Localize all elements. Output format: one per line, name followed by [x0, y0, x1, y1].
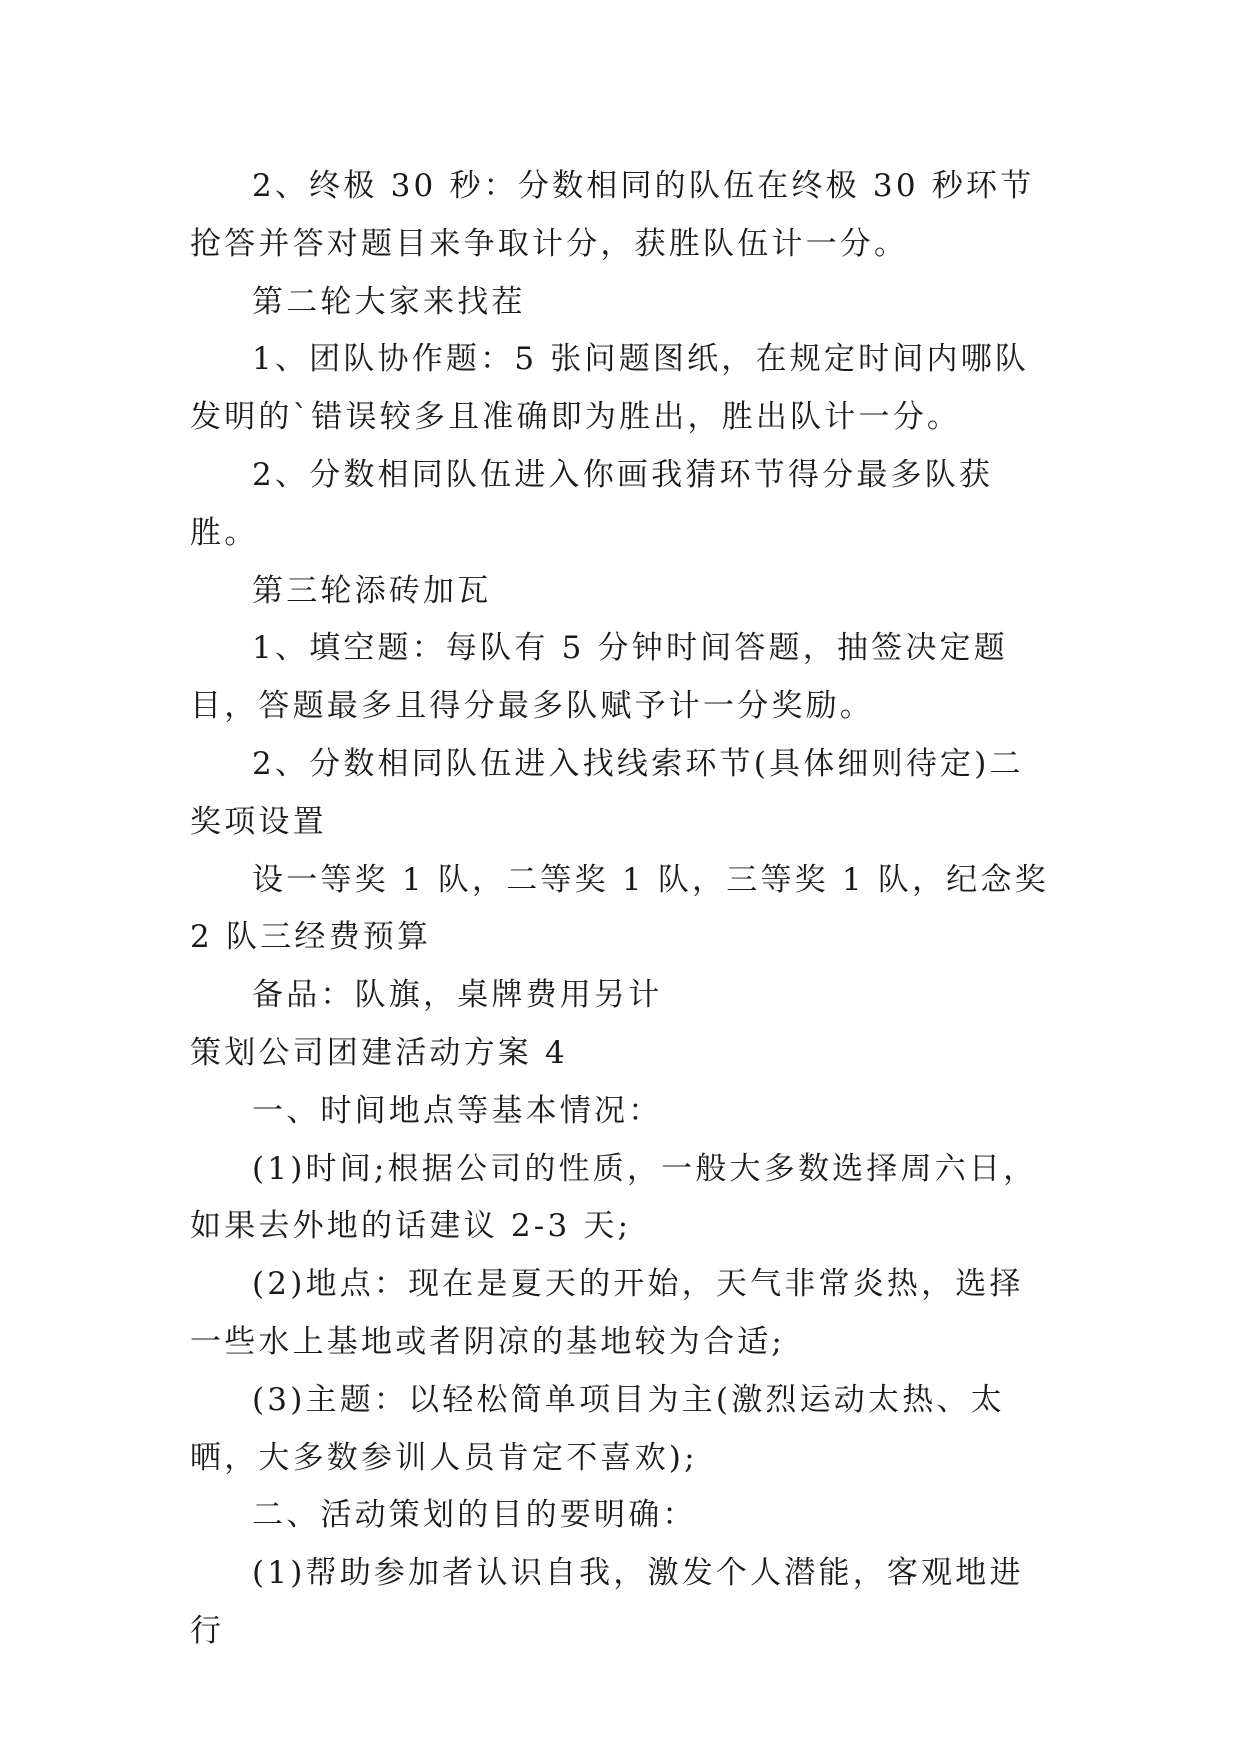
document-body — [190, 158, 1050, 1661]
heading-round-two: 第二轮大家来找茬 — [252, 283, 526, 320]
paragraph-supplies: 备品：队旗，桌牌费用另计 — [252, 977, 663, 1014]
paragraph-location: (2)地点：现在是夏天的开始，天气非常炎热，选择一些水上基地或者阴凉的基地较为合适; — [190, 1266, 1024, 1360]
paragraph-final-30-seconds: 2、终极 30 秒：分数相同的队伍在终极 30 秒环节抢答并答对题目来争取计分，获胜队伍计一分。 — [190, 168, 1035, 262]
paragraph-find-clues: 2、分数相同队伍进入找线索环节(具体细则待定)二奖项设置 — [190, 745, 1024, 840]
paragraph-purpose-1: (1)帮助参加者认识自我，激发个人潜能，客观地进行 — [190, 1555, 1024, 1649]
paragraph-time: (1)时间;根据公司的性质，一般大多数选择周六日，如果去外地的话建议 2-3 天; — [190, 1150, 1038, 1245]
heading-purpose: 二、活动策划的目的要明确： — [252, 1497, 697, 1534]
paragraph-awards: 设一等奖 1 队，二等奖 1 队，三等奖 1 队，纪念奖 2 队三经费预算 — [190, 861, 1049, 956]
heading-basic-info: 一、时间地点等基本情况： — [252, 1092, 663, 1129]
paragraph-fill-in-blank: 1、填空题：每队有 5 分钟时间答题，抽签决定题目，答题最多且得分最多队赋予计一分奖励。 — [190, 630, 1008, 725]
paragraph-draw-and-guess: 2、分数相同队伍进入你画我猜环节得分最多队获胜。 — [190, 456, 994, 551]
heading-round-three: 第三轮添砖加瓦 — [252, 572, 492, 609]
paragraph-theme: (3)主题：以轻松简单项目为主(激烈运动太热、太晒，大多数参训人员肯定不喜欢); — [190, 1381, 1005, 1476]
section-title-plan-4: 策划公司团建活动方案 4 — [190, 1034, 568, 1071]
paragraph-team-cooperation: 1、团队协作题：5 张问题图纸，在规定时间内哪队发明的`错误较多且准确即为胜出，胜出队计一分。 — [190, 341, 1030, 436]
